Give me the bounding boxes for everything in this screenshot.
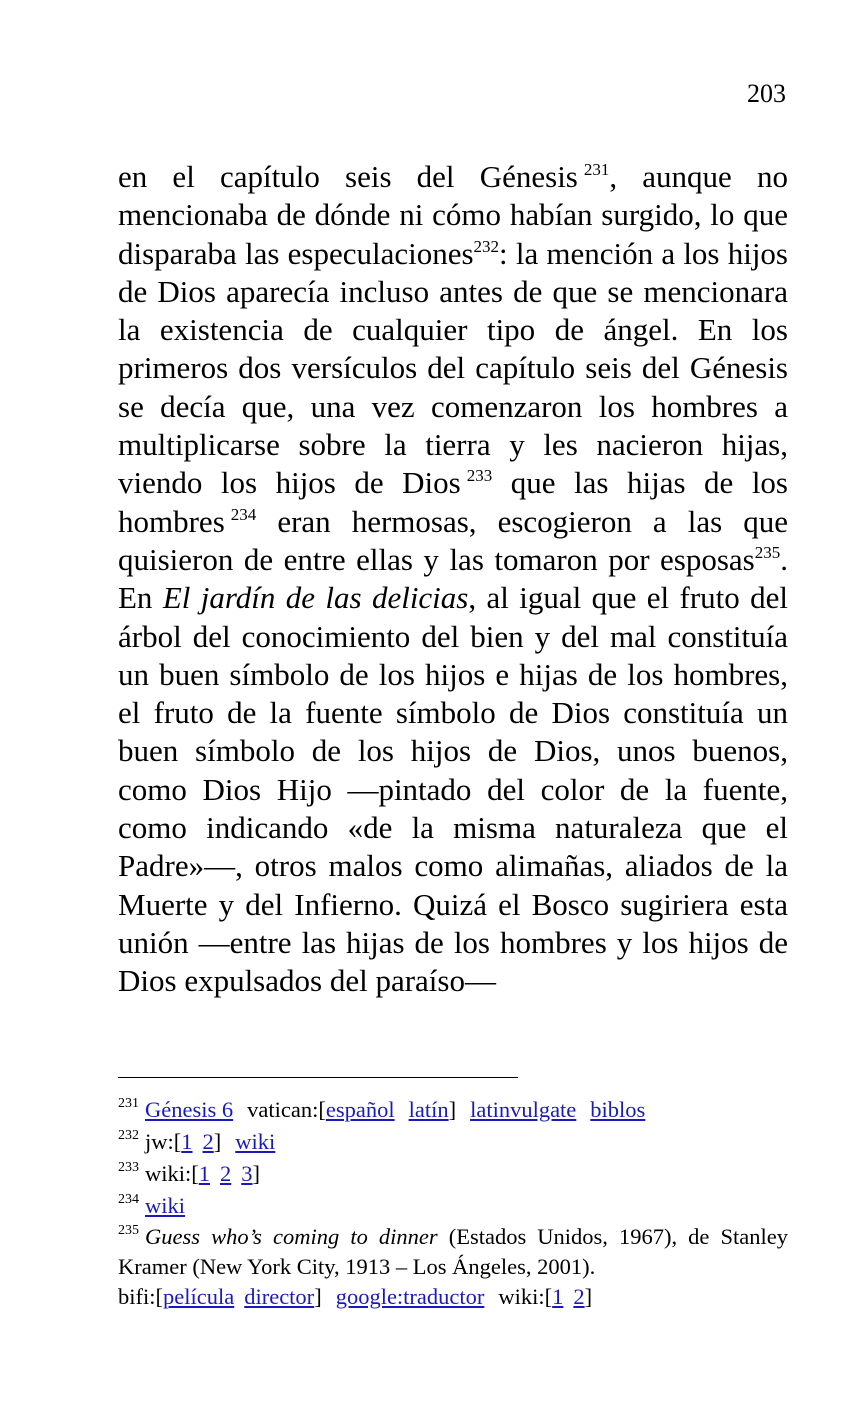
footnote-number: 233	[118, 1160, 139, 1175]
body-text-segment: eran hermosas, escogieron a las que quisieron de entre ellas y las tomaron por esposas	[118, 503, 788, 577]
artwork-title: El jardín de las delicias	[162, 580, 469, 616]
footnote-number: 231	[118, 1096, 139, 1111]
footnote-ref-233: 233	[466, 466, 493, 486]
footnote-text: (Estados Unidos, 1967), de Stanley Kramer (New York City, 1913 – Los Ángeles, 2001).	[118, 1224, 788, 1279]
footnote-231	[118, 1094, 788, 1126]
link-jw-2[interactable]: 2	[202, 1129, 214, 1154]
bracket-close: ]	[213, 1129, 222, 1154]
footnote-235-links	[118, 1282, 788, 1312]
body-text-segment: , aunque no mencionaba de dónde ni cómo habían surgido, lo que disparaba las especulaciones	[118, 159, 788, 271]
footnote-separator	[118, 1077, 518, 1078]
bifi-prefix: bifi:[	[118, 1284, 163, 1309]
body-text-segment: , al igual que el fruto del árbol del conocimiento del bien y del mal constituía un buen símbolo de los hijos e hijas de los hombres, el fruto de la fuente símbolo de Dios constituía un buen símbolo de los hijos de Dios, unos buenos, como Dios Hijo ―pintado del color de la fuente, como indicando «de la misma naturaleza que el Padre»―, otros malos como alimañas, aliados de la Muerte y del Infierno. Quizá el Bosco sugiriera esta unión ―entre las hijas de los hombres y los hijos de Dios expulsados del paraíso―	[118, 580, 789, 999]
body-text-segment: . En	[118, 541, 788, 616]
wiki-prefix: wiki:[	[145, 1161, 199, 1186]
footnote-232	[118, 1126, 788, 1158]
footnote-234	[118, 1190, 788, 1222]
footnote-number: 234	[118, 1192, 139, 1207]
footnote-233	[118, 1158, 788, 1190]
link-wiki-1[interactable]: 1	[198, 1161, 210, 1186]
body-text-segment: : la mención a los hijos de Dios aparecía incluso antes de que se mencionara la existencia de cualquier tipo de ángel. En los primeros dos versículos del capítulo seis del Génesis se decía que, una vez comenzaron los hombres a multiplicarse sobre la tierra y les nacieron hijas, viendo los hijos de Dios	[118, 235, 788, 501]
link-biblos[interactable]: biblos	[590, 1097, 646, 1122]
link-jw-1[interactable]: 1	[181, 1129, 193, 1154]
link-genesis-6[interactable]: Génesis 6	[145, 1097, 234, 1122]
bracket-close: ]	[314, 1284, 322, 1309]
link-wiki[interactable]: wiki	[235, 1129, 276, 1154]
footnotes	[118, 1094, 788, 1312]
link-wiki-3[interactable]: 3	[241, 1161, 253, 1186]
body-text-segment: en el capítulo seis del Génesis	[118, 159, 578, 194]
link-espanol[interactable]: español	[325, 1097, 395, 1122]
link-director[interactable]: director	[244, 1284, 315, 1309]
footnote-ref-231: 231	[583, 160, 610, 179]
wiki-prefix: wiki:[	[498, 1284, 553, 1309]
footnote-ref-234: 234	[230, 504, 257, 524]
footnote-ref-232: 232	[473, 236, 500, 256]
link-wiki-2[interactable]: 2	[220, 1161, 232, 1186]
link-wiki-1[interactable]: 1	[552, 1284, 564, 1309]
bracket-close: ]	[252, 1161, 260, 1186]
body-paragraph	[118, 158, 788, 1001]
footnote-number: 235	[118, 1223, 139, 1238]
link-pelicula[interactable]: película	[163, 1284, 235, 1309]
film-title: Guess who’s coming to dinner	[145, 1224, 438, 1249]
link-latin[interactable]: latín	[408, 1097, 449, 1122]
body-text-segment: que las hijas de los hombres	[118, 465, 788, 539]
bracket-close: ]	[584, 1284, 593, 1309]
link-latinvulgate[interactable]: latinvulgate	[470, 1097, 577, 1122]
link-google-traductor[interactable]: google:traductor	[335, 1284, 485, 1309]
page-number: 203	[747, 79, 786, 108]
jw-prefix: jw:[	[145, 1129, 182, 1154]
footnote-ref-235: 235	[754, 542, 781, 562]
link-wiki-2[interactable]: 2	[573, 1284, 585, 1309]
bracket-close: ]	[448, 1097, 457, 1122]
link-wiki[interactable]: wiki	[145, 1193, 186, 1218]
footnote-235	[118, 1222, 788, 1282]
footnote-number: 232	[118, 1128, 139, 1143]
vatican-prefix: vatican:[	[247, 1097, 326, 1122]
